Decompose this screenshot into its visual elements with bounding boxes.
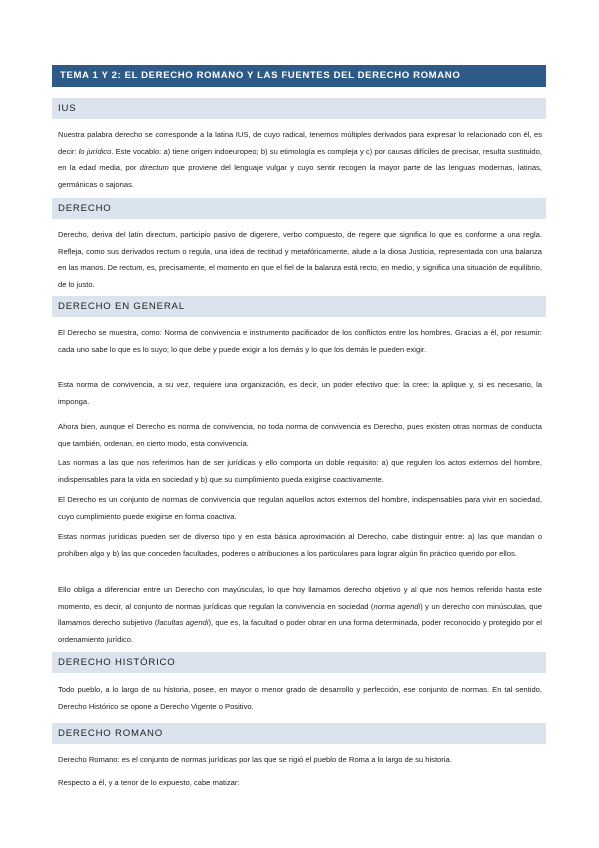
paragraph-ius: Nuestra palabra derecho se corresponde a la latina IUS, de cuyo radical, tenemos múltiples derivados para expresar lo relacionado con él, es decir: lo jurídico. Este vocablo: a) tiene origen indoeuropeo; b) su etimología es compleja y c) por causas difíciles de precisar, resulta sustituido, en la edad media, por directum que proviene del lenguaje vulgar y cuyo sentir recogen la mayor parte de las lenguas modernas, latinas, germánicas o sajonas. <box>58 130 542 189</box>
document-title: TEMA 1 Y 2: EL DERECHO ROMANO Y LAS FUENTES DEL DERECHO ROMANO <box>52 65 546 87</box>
paragraph-general-4: Las normas a las que nos referimos han de ser jurídicas y ello comporta un doble requisito: a) que regulen los actos externos del hombre, indispensables para la vida en sociedad y b) que su cumplimiento pueda exigirse coactivamente. <box>58 458 542 484</box>
paragraph-general-5: El Derecho es un conjunto de normas de convivencia que regulan aquellos actos externos del hombre, indispensables para vivir en sociedad, cuyo cumplimiento puede exigirse en forma coactiva. <box>58 495 542 521</box>
section-heading-derecho-en-general: DERECHO EN GENERAL <box>52 296 546 317</box>
paragraph-general-1: El Derecho se muestra, como: Norma de convivencia e instrumento pacificador de los conflictos entre los hombres. Gracias a él, por resumir: cada uno sabe lo que es lo suyo; lo que debe y puede exigir a los demás y lo que los demás le pueden exigir. <box>58 328 542 354</box>
paragraph-general-6: Estas normas jurídicas pueden ser de diverso tipo y en esta básica aproximación al Derecho, cabe distinguir entre: a) las que mandan o prohíben algo y b) las que conceden facultades, poderes o atribuciones a los particulares para lograr algún fin práctico querido por ellos. <box>58 532 542 558</box>
paragraph-derecho: Derecho, deriva del latín directum, participio pasivo de digerere, verbo compuesto, de regere que significa lo que es conforme a una regla. Refleja, como sus derivados rectum o regula, una idea de rectitud y metafóricamente, alude a la diosa Justicia, representada con una balanza en las manos. De rectum, es, precisamente, el momento en que el fiel de la balanza está recto, en medio, y significa una situación de equilibrio, de lo justo. <box>58 230 542 289</box>
section-heading-derecho-romano: DERECHO ROMANO <box>52 723 546 744</box>
paragraph-general-7: Ello obliga a diferenciar entre un Derecho con mayúsculas, lo que hoy llamamos derecho objetivo y al que nos hemos referido hasta este momento, es decir, al conjunto de normas jurídicas que regulan la convivencia en sociedad (norma agendi) y un derecho con minúsculas, que llamamos derecho subjetivo (facultas agendi), que es, la facultad o poder obrar en una forma determinada, poder reconocido y protegido por el ordenamiento jurídico. <box>58 585 542 644</box>
paragraph-historico: Todo pueblo, a lo largo de su historia, posee, en mayor o menor grado de desarrollo y perfección, ese conjunto de normas. En tal sentido, Derecho Histórico se opone a Derecho Vigente o Positivo. <box>58 685 542 711</box>
section-heading-derecho-historico: DERECHO HISTÓRICO <box>52 652 546 673</box>
section-heading-ius: IUS <box>52 98 546 119</box>
section-heading-derecho: DERECHO <box>52 198 546 219</box>
paragraph-romano-1: Derecho Romano: es el conjunto de normas jurídicas por las que se rigió el pueblo de Roma a lo largo de su historia. <box>58 755 452 764</box>
paragraph-general-2: Esta norma de convivencia, a su vez, requiere una organización, es decir, un poder efectivo que: la cree; la aplique y, si es necesario, la imponga. <box>58 380 542 406</box>
paragraph-romano-2: Respecto a él, y a tenor de lo expuesto, cabe matizar: <box>58 778 240 787</box>
paragraph-general-3: Ahora bien, aunque el Derecho es norma de convivencia, no toda norma de convivencia es Derecho, pues existen otras normas de conducta que también, ordenan, en cierto modo, esta convivencia. <box>58 422 542 448</box>
